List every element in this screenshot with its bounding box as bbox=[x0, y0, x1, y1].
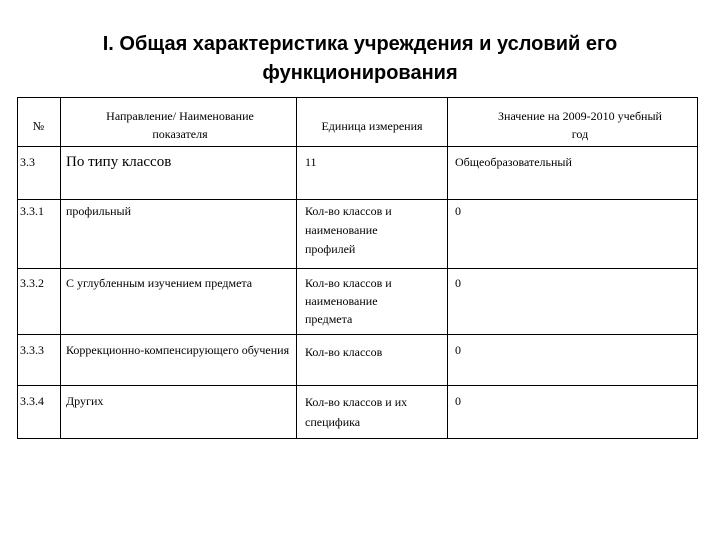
table-row-value: Общеобразовательный bbox=[455, 155, 572, 169]
table-row-divider bbox=[17, 146, 697, 147]
table-row-number: 3.3.4 bbox=[20, 394, 44, 408]
table-row-divider bbox=[17, 334, 697, 335]
table-col-divider bbox=[447, 97, 448, 439]
table-border-bottom bbox=[17, 438, 697, 439]
table-row-unit: Кол-во классов и наименование предмета bbox=[305, 276, 392, 326]
table-row-value: 0 bbox=[455, 204, 461, 218]
table-row-name: профильный bbox=[66, 204, 131, 218]
table-row-unit: Кол-во классов и наименование профилей bbox=[305, 204, 392, 256]
table-row-number: 3.3 bbox=[20, 155, 35, 169]
table-col-divider bbox=[60, 97, 61, 439]
table-row-unit: 11 bbox=[305, 155, 317, 169]
table-header-num: № bbox=[32, 119, 45, 133]
table-header-unit: Единица измерения bbox=[321, 119, 423, 133]
table-row-unit: Кол-во классов bbox=[305, 345, 383, 359]
table-row-name: Других bbox=[66, 394, 104, 408]
table-border-right bbox=[697, 97, 698, 439]
table-header-value: Значение на 2009-2010 учебный год bbox=[498, 109, 662, 141]
page-title-line-2: функционирования bbox=[262, 62, 458, 84]
table-header-name: Направление/ Наименование показателя bbox=[106, 109, 254, 141]
table-row-name: С углубленным изучением предмета bbox=[66, 276, 253, 290]
table-row-divider bbox=[17, 268, 697, 269]
table-row-divider bbox=[17, 199, 697, 200]
table-border-top bbox=[17, 97, 697, 98]
table-row-name: По типу классов bbox=[66, 154, 172, 170]
page-title-line-1: I. Общая характеристика учреждения и условий его bbox=[102, 33, 618, 55]
table-row-unit: Кол-во классов и их специфика bbox=[305, 395, 408, 429]
table-border-left bbox=[17, 97, 18, 439]
table-row-number: 3.3.2 bbox=[20, 276, 44, 290]
table-row-number: 3.3.1 bbox=[20, 204, 44, 218]
table-col-divider bbox=[296, 97, 297, 439]
table-row-value: 0 bbox=[455, 394, 461, 408]
table-row-value: 0 bbox=[455, 276, 461, 290]
table-row-value: 0 bbox=[455, 343, 461, 357]
table-row-divider bbox=[17, 385, 697, 386]
table-row-number: 3.3.3 bbox=[20, 343, 44, 357]
page-title bbox=[20, 30, 700, 88]
table-row-name: Коррекционно-компенсирующего обучения bbox=[66, 343, 290, 357]
